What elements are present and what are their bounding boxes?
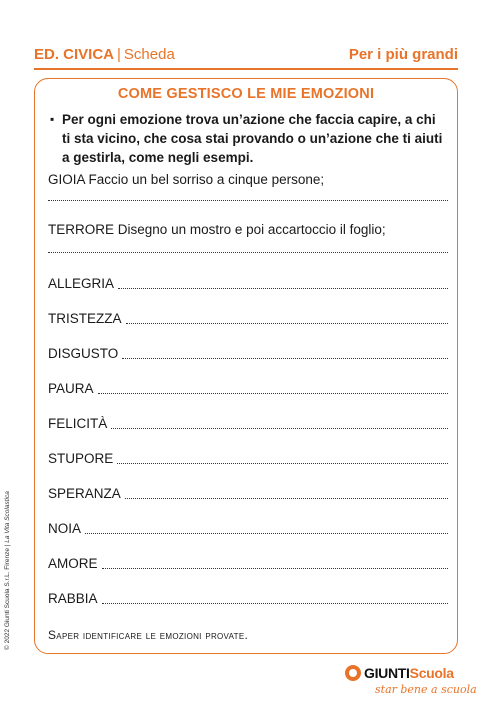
giunti-g-icon — [345, 665, 361, 681]
emotion-label: AMORE — [48, 556, 98, 571]
answer-line[interactable] — [118, 288, 448, 289]
instruction-text: ▪ Per ogni emozione trova un’azione che faccia capire, a chi ti sta vicino, che cosa stai provando o un’azione che ti aiuti a gestirla, come negli esempi. — [50, 112, 443, 165]
answer-line[interactable] — [111, 428, 448, 429]
emotion-label: SPERANZA — [48, 486, 121, 501]
example-emotion: GIOIA — [48, 172, 85, 187]
answer-line[interactable] — [117, 463, 448, 464]
emotion-label: PAURA — [48, 381, 94, 396]
answer-line[interactable] — [126, 323, 449, 324]
answer-line[interactable] — [48, 252, 448, 253]
answer-line[interactable] — [98, 393, 448, 394]
emotion-label: TRISTEZZA — [48, 311, 122, 326]
example-action: Disegno un mostro e poi accartoccio il foglio; — [117, 222, 386, 237]
worksheet-title: COME GESTISCO LE MIE EMOZIONI — [117, 86, 375, 102]
example-row-1 — [48, 172, 448, 187]
answer-line[interactable] — [102, 568, 448, 569]
emotion-label: RABBIA — [48, 591, 98, 606]
bullet-icon: ▪ — [50, 112, 55, 126]
answer-line[interactable] — [125, 498, 448, 499]
logo-tagline: star bene a scuola — [375, 683, 477, 696]
learning-objective: Saper identificare le emozioni provate. — [48, 628, 249, 642]
giunti-scuola-logo — [345, 665, 477, 705]
copyright-note: © 2022 Giunti Scuola S.r.L. Firenze | La Vita Scolastica — [4, 491, 11, 650]
emotion-label: NOIA — [48, 521, 82, 536]
emotion-label: FELICITÀ — [48, 416, 108, 431]
answer-line[interactable] — [85, 533, 448, 534]
logo-name: GIUNTIScuola — [364, 665, 454, 681]
header-divider — [34, 68, 458, 70]
answer-line[interactable] — [122, 358, 448, 359]
emotion-label: DISGUSTO — [48, 346, 119, 361]
page-header — [34, 46, 458, 68]
example-action: Faccio un bel sorriso a cinque persone; — [88, 172, 325, 187]
example-row-2 — [48, 222, 448, 237]
level-heading: Per i più grandi — [348, 46, 458, 63]
emotion-label: ALLEGRIA — [48, 276, 115, 291]
emotion-label: STUPORE — [48, 451, 114, 466]
answer-line[interactable] — [102, 603, 448, 604]
subject-heading: ED. CIVICA | Scheda — [34, 46, 175, 63]
answer-line[interactable] — [48, 200, 448, 201]
example-emotion: TERRORE — [48, 222, 115, 237]
